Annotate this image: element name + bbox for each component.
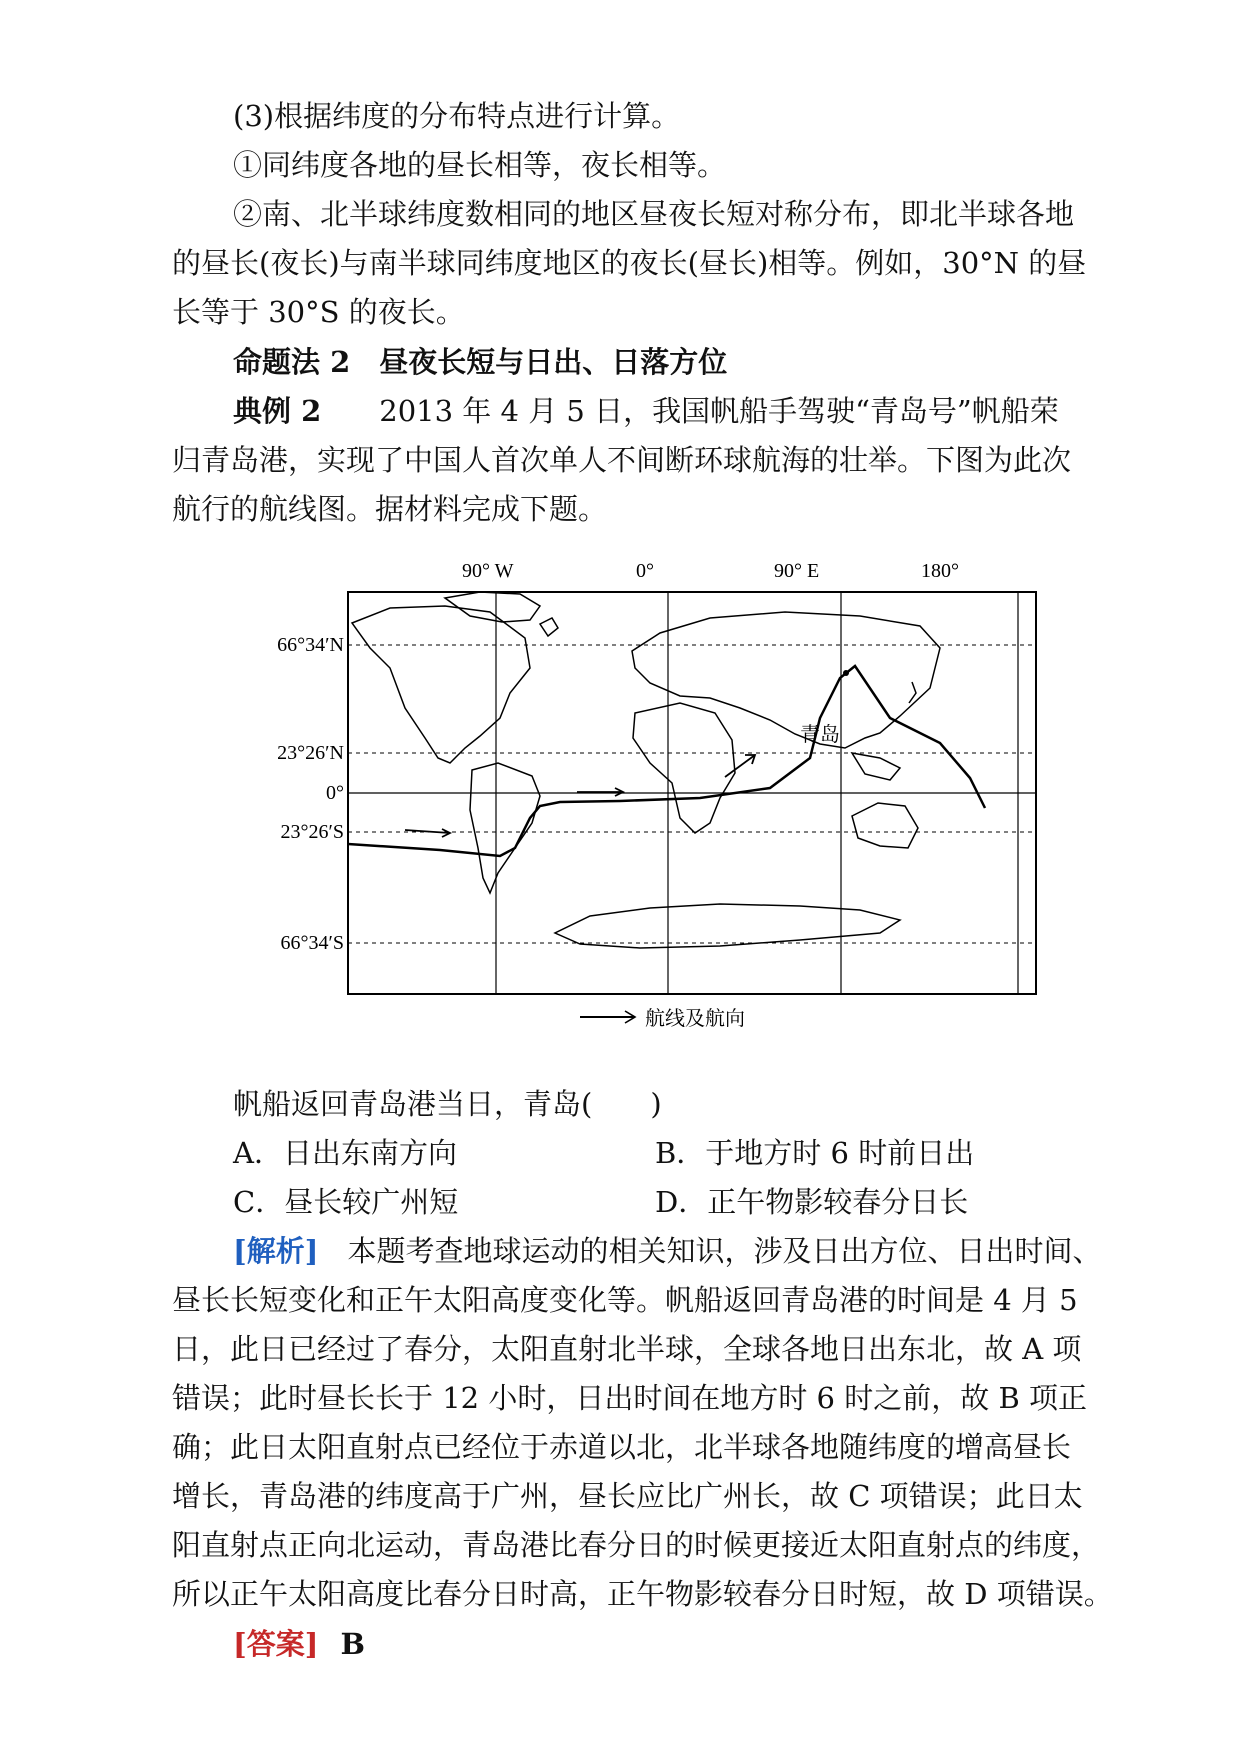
qingdao-marker <box>843 670 849 676</box>
lon-label: 180° <box>921 560 959 582</box>
lat-label: 66°34′N <box>277 634 344 656</box>
question-stem: 帆船返回青岛港当日，青岛( ) <box>233 1087 662 1121</box>
analysis-line: 阳直射点正向北运动，青岛港比春分日的时候更接近太阳直射点的纬度， <box>172 1528 1101 1562</box>
analysis-text: 本题考查地球运动的相关知识，涉及日出方位、日出时间、 <box>318 1234 1102 1268</box>
text-line: 的昼长(夜长)与南半球同纬度地区的夜长(昼长)相等。例如，30°N 的昼 <box>172 246 1087 280</box>
analysis-line: 昼长长短变化和正午太阳高度变化等。帆船返回青岛港的时间是 4 月 5 <box>172 1283 1078 1317</box>
example-label: 典例 2 <box>233 394 322 428</box>
lon-label: 90° W <box>462 560 514 582</box>
text-line: (3)根据纬度的分布特点进行计算。 <box>233 99 681 133</box>
analysis-line: 确；此日太阳直射点已经位于赤道以北，北半球各地随纬度的增高昼长 <box>172 1430 1072 1464</box>
analysis-tag: [解析] <box>233 1234 319 1268</box>
city-label: 青岛 <box>800 724 840 746</box>
legend-label: 航线及航向 <box>645 1008 745 1030</box>
text-line: 航行的航线图。据材料完成下题。 <box>172 492 608 526</box>
text-line: 归青岛港，实现了中国人首次单人不间断环球航海的壮举。下图为此次 <box>172 443 1072 477</box>
lat-label: 23°26′N <box>277 742 344 764</box>
route-map <box>240 548 1040 1038</box>
analysis-line: 错误；此时昼长长于 12 小时，日出时间在地方时 6 时之前，故 B 项正 <box>172 1381 1087 1415</box>
example-line <box>233 393 1059 429</box>
lat-label: 23°26′S <box>280 821 344 843</box>
example-text: 2013 年 4 月 5 日，我国帆船手驾驶“青岛号”帆船荣 <box>321 394 1059 428</box>
option-b: B．于地方时 6 时前日出 <box>655 1136 975 1170</box>
analysis-line: 增长，青岛港的纬度高于广州，昼长应比广州长，故 C 项错误；此日太 <box>172 1479 1083 1513</box>
text-line: ①同纬度各地的昼长相等，夜长相等。 <box>233 148 727 182</box>
answer-line <box>233 1626 365 1662</box>
text-line: ②南、北半球纬度数相同的地区昼夜长短对称分布，即北半球各地 <box>233 197 1075 231</box>
option-c: C．昼长较广州短 <box>233 1185 459 1219</box>
lon-label: 0° <box>636 560 654 582</box>
analysis-line: 日，此日已经过了春分，太阳直射北半球，全球各地日出东北，故 A 项 <box>172 1332 1082 1366</box>
option-a: A．日出东南方向 <box>233 1136 457 1170</box>
option-d: D．正午物影较春分日长 <box>655 1185 969 1219</box>
section-heading: 命题法 2 昼夜长短与日出、日落方位 <box>233 345 728 379</box>
direction-arrows <box>405 755 755 837</box>
analysis-line: 所以正午太阳高度比春分日时高，正午物影较春分日时短，故 D 项错误。 <box>172 1577 1113 1611</box>
answer-tag: [答案] <box>233 1627 319 1661</box>
analysis-line <box>233 1233 1101 1269</box>
legend <box>580 1007 745 1030</box>
lat-label: 0° <box>326 782 344 804</box>
lon-label: 90° E <box>774 560 820 582</box>
lat-label: 66°34′S <box>280 932 344 954</box>
text-line: 长等于 30°S 的夜长。 <box>172 295 465 329</box>
answer-value: B <box>340 1627 365 1661</box>
